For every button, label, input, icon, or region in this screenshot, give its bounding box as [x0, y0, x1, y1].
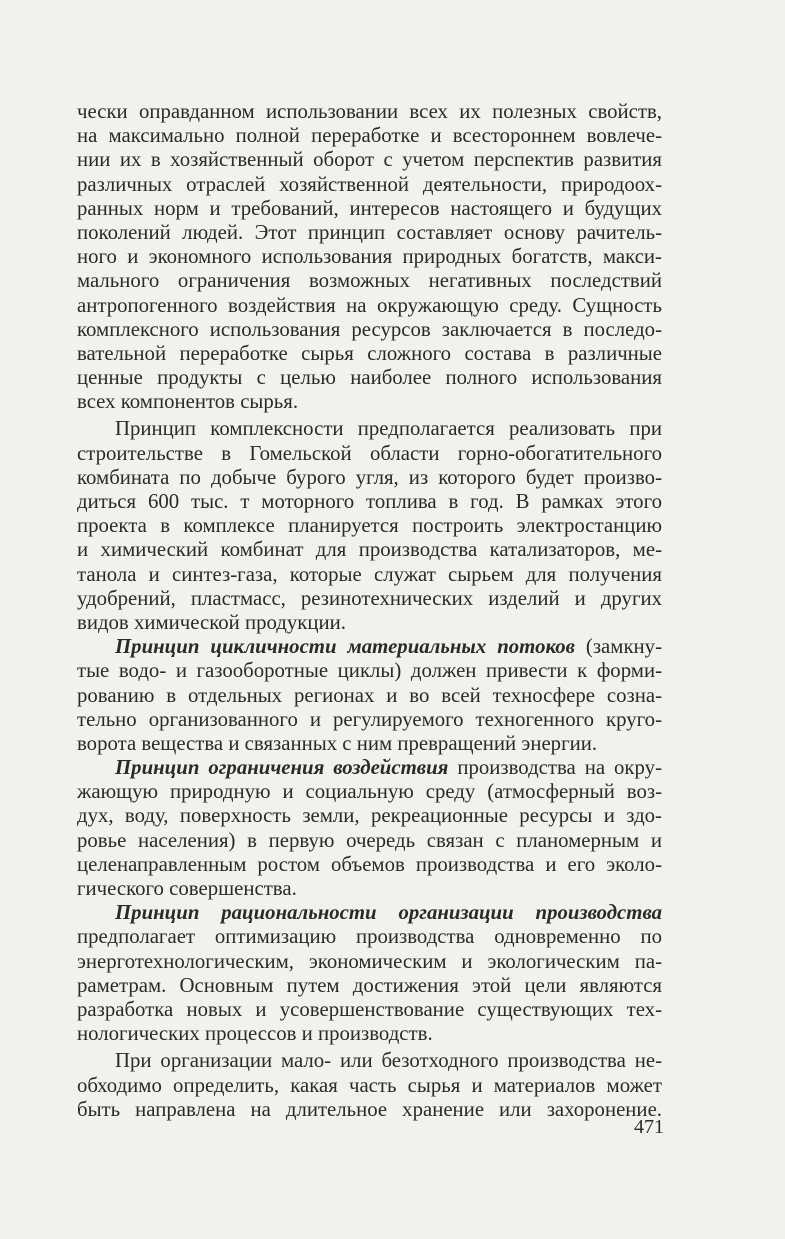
text-line: различных отраслей хозяйственной деятельности, природоох-: [77, 172, 662, 196]
paragraph-5: [77, 901, 662, 1046]
text-line: предполагает оптимизацию производства одновременно по: [77, 925, 662, 949]
paragraph-1: [77, 100, 662, 414]
text-line: ценные продукты с целью наиболее полного использования: [77, 366, 662, 390]
text-line: дух, воду, поверхность земли, рекреационные ресурсы и здо-: [77, 804, 662, 828]
emphasis-term: Принцип ограничения воздействия: [115, 756, 449, 780]
emphasis-term: Принцип рациональности организации производства: [115, 901, 662, 925]
text-line: комплексного использования ресурсов заключается в последо-: [77, 317, 662, 341]
text-line: нологических процессов и производств.: [77, 1022, 433, 1046]
text-line: диться 600 тыс. т моторного топлива в год. В рамках этого: [77, 490, 662, 513]
page-number: 471: [634, 1116, 664, 1138]
text-fragment: производства на окру-: [448, 756, 662, 780]
text-line: жающую природную и социальную среду (атмосферный воз-: [77, 780, 662, 804]
page-text-block: [77, 100, 662, 1122]
text-line: целенаправленным ростом объемов производства и его эколо-: [77, 852, 662, 876]
text-line: гического совершенства.: [77, 877, 297, 900]
text-line: проекта в комплексе планируется построить электростанцию: [77, 514, 662, 538]
paragraph-6: [77, 1049, 662, 1122]
text-line: ворота вещества и связанных с ним превращений энергии.: [77, 731, 598, 755]
text-line: обходимо определить, какая часть сырья и материалов может: [77, 1073, 662, 1097]
text-line: раметрам. Основным путем достижения этой цели являются: [77, 973, 662, 997]
emphasis-term: Принцип цикличности материальных потоков: [115, 635, 575, 659]
text-line: вательной переработке сырья сложного состава в различные: [77, 341, 662, 365]
text-line: нии их в хозяйственный оборот с учетом перспектив развития: [77, 148, 662, 172]
text-line: При организации мало- или безотходного производства не-: [115, 1049, 662, 1073]
text-line: [77, 756, 662, 780]
text-line: ного и экономного использования природных богатств, макси-: [77, 245, 662, 269]
text-line: комбината по добыче бурого угля, из которого будет произво-: [77, 465, 662, 489]
text-line: удобрений, пластмасс, резинотехнических изделий и других: [77, 586, 662, 610]
text-line: [77, 635, 662, 659]
text-fragment: (замкну-: [574, 635, 662, 659]
paragraph-2: [77, 417, 662, 635]
text-line: поколений людей. Этот принцип составляет основу рачитель-: [77, 220, 662, 244]
text-line: рованию в отдельных регионах и во всей техносфере созна-: [77, 683, 662, 707]
text-line: мального ограничения возможных негативных последствий: [77, 269, 662, 293]
text-line: чески оправданном использовании всех их полезных свойств,: [77, 100, 662, 123]
text-line: тельно организованного и регулируемого техногенного круго-: [77, 707, 662, 731]
text-line: и химический комбинат для производства катализаторов, ме-: [77, 538, 662, 562]
text-line: ровье населения) в первую очередь связан с планомерным и: [77, 828, 662, 852]
paragraph-4: [77, 756, 662, 901]
text-line: энерготехнологическим, экономическим и экологическим па-: [77, 949, 662, 973]
text-line: видов химической продукции.: [77, 610, 346, 634]
paragraph-3: [77, 635, 662, 756]
text-line: танола и синтез-газа, которые служат сырьем для получения: [77, 562, 662, 586]
text-line: разработка новых и усовершенствование существующих тех-: [77, 997, 662, 1021]
text-line: на максимально полной переработке и всестороннем вовлече-: [77, 124, 662, 148]
text-line: Принцип комплексности предполагается реализовать при: [115, 417, 662, 441]
text-line: тые водо- и газооборотные циклы) должен привести к форми-: [77, 659, 662, 683]
text-line: антропогенного воздействия на окружающую среду. Сущность: [77, 293, 662, 317]
text-line: строительстве в Гомельской области горно-обогатительного: [77, 441, 662, 465]
text-line: быть направлена на длительное хранение или захоронение.: [77, 1097, 662, 1121]
text-line: ранных норм и требований, интересов настоящего и будущих: [77, 196, 662, 220]
text-line: [77, 901, 662, 925]
text-line: всех компонентов сырья.: [77, 390, 299, 414]
